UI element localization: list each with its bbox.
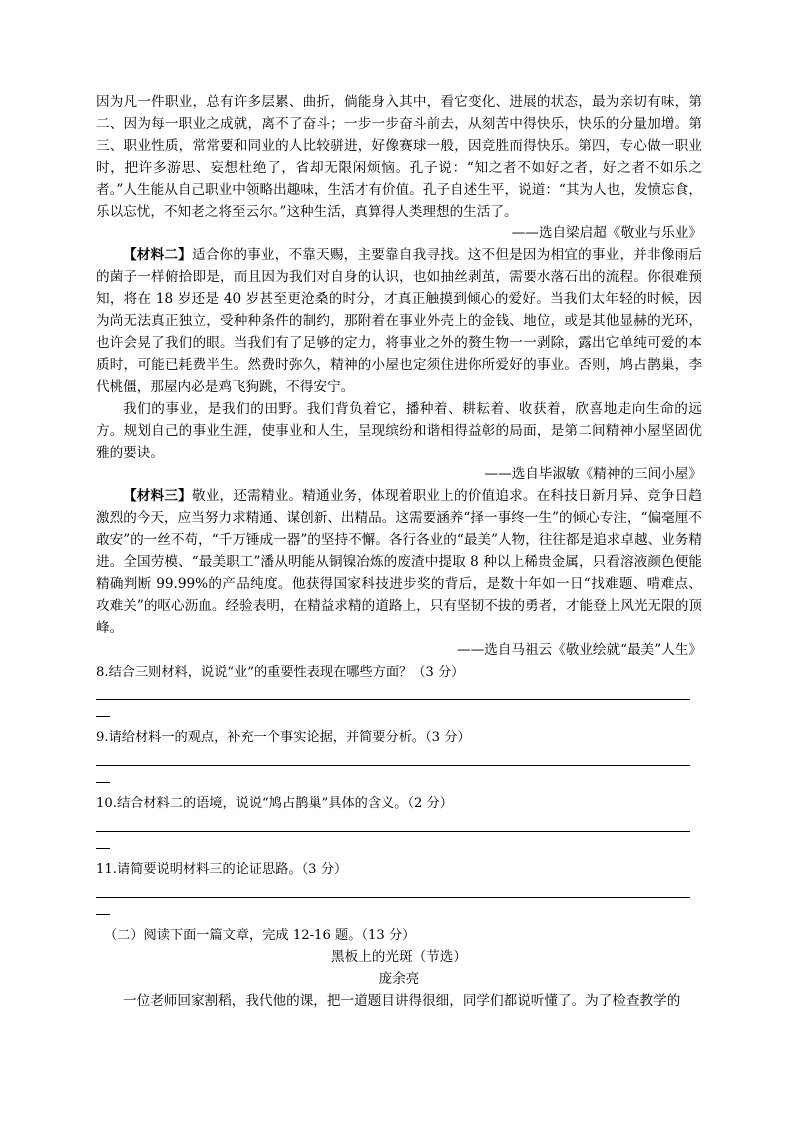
question-10 (96, 793, 702, 849)
question-8 (96, 662, 702, 718)
material3-source: ——选自马祖云《敬业绘就“最美”人生》 (457, 641, 702, 658)
material1-text: 因为凡一件职业，总有许多层累、曲折，倘能身入其中，看它变化、进展的状态，最为亲切有味，第二、因为每一职业之成就，离不了奋斗；一步一步奋斗前去，从刻苦中得快乐，快乐的分量加增。第三、职业性质，常常要和同业的人比较骈进，好像赛球一般，因竞胜而得快乐。第四，专心做一职业时，把许多游思、妄想杜绝了，省却无限闲烦恼。孔子说：“知之者不如好之者，好之者不如乐之者。”人生能从自己职业中领略出趣味，生活才有价值。孔子自述生平，说道：“其为人也，发愤忘食，乐以忘忧，不知老之将至云尔。”这种生活，真算得人类理想的生活了。 (96, 94, 702, 220)
answer-line[interactable] (96, 765, 690, 766)
answer-line[interactable] (96, 831, 690, 832)
question-8-text: 8.结合三则材料，说说“业”的重要性表现在哪些方面？（3 分） (96, 664, 465, 680)
question-9 (96, 727, 702, 783)
material2-label: 【材料二】 (123, 247, 192, 264)
article-title: 黑板上的光斑（节选） (331, 949, 467, 966)
material2-paragraph1 (96, 245, 702, 398)
material2-paragraph2: 我们的事业，是我们的田野。我们背负着它，播种着、耕耘着、收获着，欣喜地走向生命的远方。规划自己的事业生涯，使事业和人生，呈现缤纷和谐相得益彰的局面，是第二间精神小屋坚固优雅的要诀。 (96, 400, 702, 461)
material2-source: ——选自毕淑敏《精神的三间小屋》 (484, 466, 702, 483)
material1-source: ——选自梁启超《敬业与乐业》 (511, 225, 702, 242)
article-author: 庞余亮 (378, 971, 420, 987)
question-11 (96, 859, 702, 915)
material2-text: 适合你的事业，不靠天赐，主要靠自我寻找。这不但是因为相宜的事业，并非像雨后的菌子一样俯拾即是，而且因为我们对自身的认识，也如抽丝剥茧，需要水落石出的流程。你很难预知，将在 18 岁还是 40 岁甚至更沧桑的时分，才真正触摸到倾心的爱好。当我们太年轻的时候，因为尚无法真正独立，受种种条件的制约，那附着在事业外壳上的金钱、地位，或是其他显赫的光环，也许会晃了我们的眼。当我们有了足够的定力，将事业之外的赘生物一一剥除，露出它单纯可爱的本质时，可能已耗费半生。然费时弥久，精神的小屋也定须住进你所爱好的事业。否则，鸠占鹊巢，李代桃僵，那屋内必是鸡飞狗跳，不得安宁。 (96, 247, 702, 395)
question-10-text: 10.结合材料二的语境，说说“鸠占鹊巢”具体的含义。（2 分） (96, 796, 453, 812)
material3-text: 敬业，还需精业。精通业务，体现着职业上的价值追求。在科技日新月异、竞争日趋激烈的今天，应当努力求精通、谋创新、出精品。这需要涵养“择一事终一生”的倾心专注，“偏毫厘不敢安”的一丝不苟，“千万锤成一器”的坚持不懈。各行各业的“最美”人物，往往都是追求卓越、业务精进。全国劳模、“最美职工”潘从明能从铜镍冶炼的废渣中提取 8 种以上稀贵金属，只看溶液颜色便能精确判断 99.99%的产品纯度。他获得国家科技进步奖的背后，是数十年如一日“找难题、啃难点、攻难关”的呕心沥血。经验表明，在精益求精的道路上，只有坚韧不拔的勇者，才能登上风光无限的顶峰。 (96, 488, 702, 636)
material3-label: 【材料三】 (123, 488, 192, 505)
answer-line-tail (96, 782, 110, 783)
answer-line-tail (96, 848, 110, 849)
question-9-text: 9.请给材料一的观点，补充一个事实论据，并简要分析。（3 分） (96, 730, 471, 746)
answer-line[interactable] (96, 699, 690, 700)
section2-heading: （二）阅读下面一篇文章，完成 12-16 题。（13 分） (104, 928, 416, 944)
answer-line-tail (96, 716, 110, 717)
article-first-line: 一位老师回家割稻，我代他的课，把一道题目讲得很细，同学们都说听懂了。为了检查教学的 (123, 992, 681, 1009)
answer-line-tail (96, 914, 110, 915)
document-page (96, 92, 702, 1013)
material3-paragraph (96, 486, 702, 639)
question-11-text: 11.请简要说明材料三的论证思路。（3 分） (96, 862, 348, 878)
answer-line[interactable] (96, 897, 690, 898)
